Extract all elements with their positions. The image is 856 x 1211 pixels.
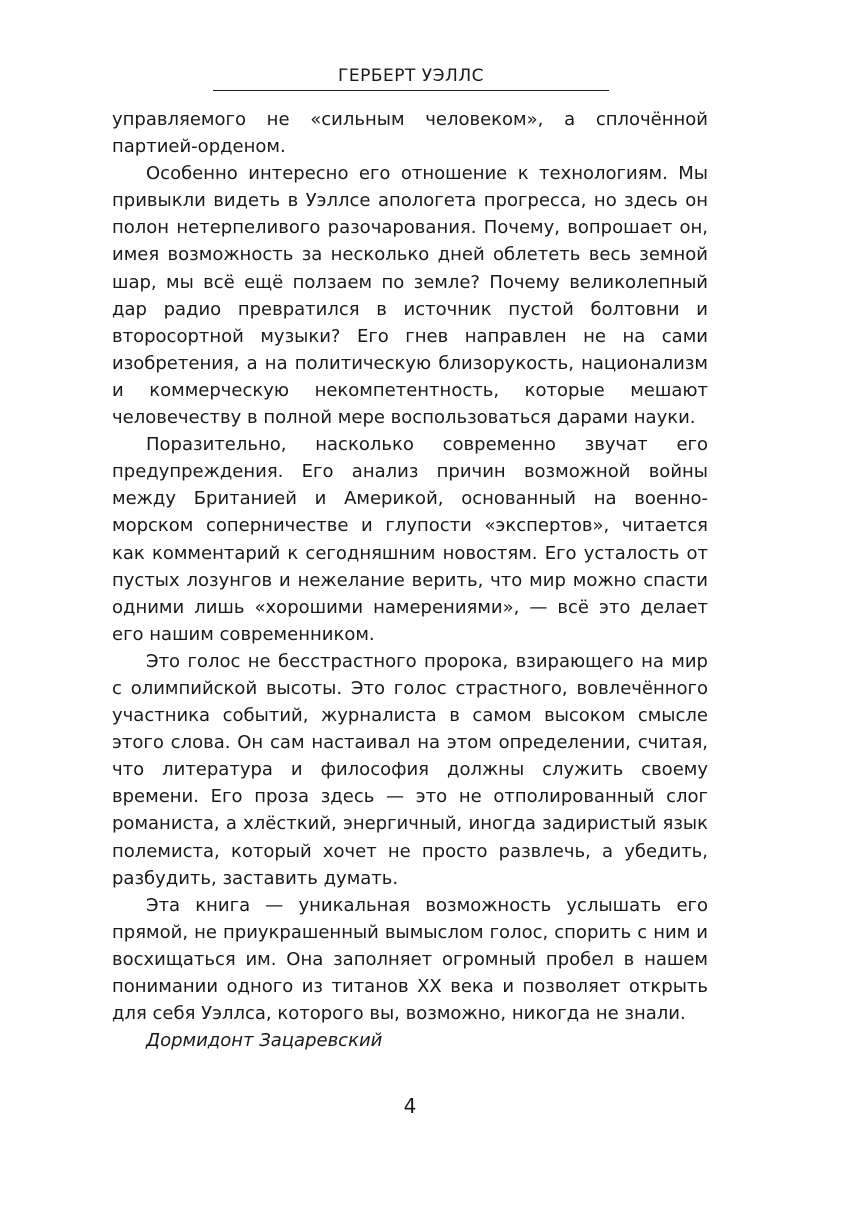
page-number: 4 xyxy=(403,1094,417,1118)
body-text xyxy=(112,106,708,1054)
paragraph-continued: управляемого не «сильным человеком», а сплочённой партией-орденом. xyxy=(112,109,708,158)
paragraph: Это голос не бесстрастного пророка, взирающего на мир с олимпийской высоты. Это голос страстного, вовлечённого участника событий, журналиста в самом высоком смысле этого слова. Он сам настаивал на этом определении, считая, что литература и философия должны служить своему времени. Его проза здесь — это не отполированный слог романиста, а хлёсткий, энергичный, иногда задиристый язык полемиста, который хочет не просто развлечь, а убедить, разбудить, заставить думать. xyxy=(112,650,708,889)
header-rule xyxy=(213,90,609,91)
running-head-title: ГЕРБЕРТ УЭЛЛС xyxy=(338,66,484,86)
paragraph: Эта книга — уникальная возможность услышать его прямой, не приукрашенный вымыслом голос, спорить с ним и восхищаться им. Она заполняет огромный пробел в нашем понимании одного из титанов XX века и позволяет открыть для себя Уэллса, которого вы, возможно, никогда не знали. xyxy=(112,894,708,1025)
author-signature: Дормидонт Зацаревский xyxy=(146,1030,383,1052)
paragraph: Особенно интересно его отношение к технологиям. Мы привыкли видеть в Уэллсе апологета прогресса, но здесь он полон нетерпеливого разочарования. Почему, вопрошает он, имея возможность за несколько дней облететь весь земной шар, мы всё ещё ползаем по земле? Почему великолепный дар радио превратился в источник пустой болтовни и второсортной музыки? Его гнев направлен не на сами изобретения, а на политическую близорукость, национализм и коммерческую некомпетентность, которые мешают человечеству в полной мере воспользоваться дарами науки. xyxy=(112,163,708,429)
paragraph: Поразительно, насколько современно звучат его предупреждения. Его анализ причин возможной войны между Британией и Америкой, основанный на военно-морском соперничестве и глупости «экспертов», читается как комментарий к сегодняшним новостям. Его усталость от пустых лозунгов и нежелание верить, что мир можно спасти одними лишь «хорошими намерениями», — всё это делает его нашим современником. xyxy=(112,434,708,645)
